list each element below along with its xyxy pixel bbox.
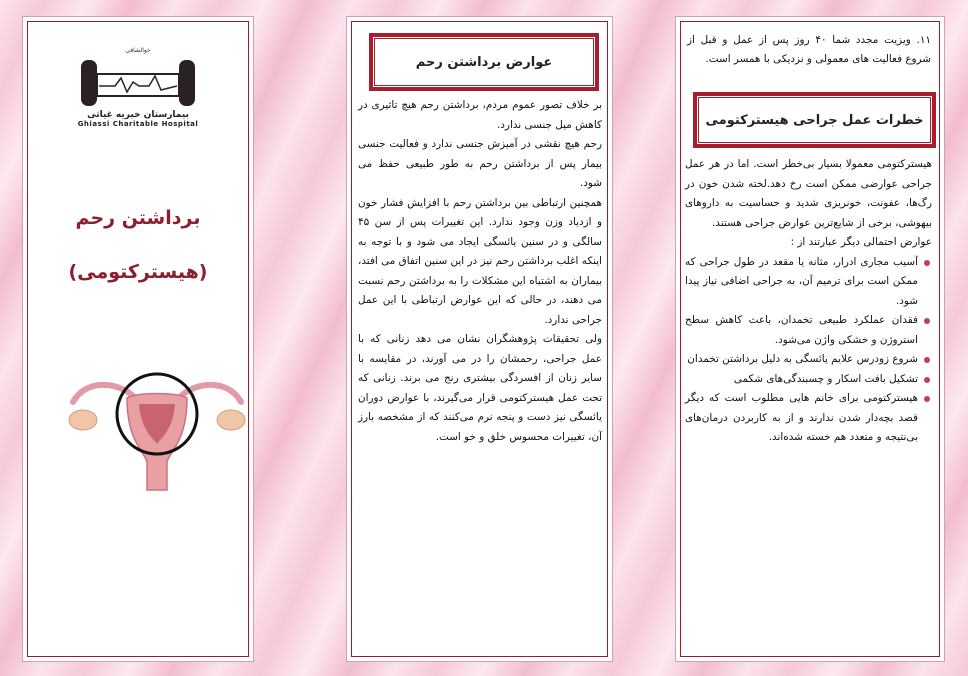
cover-title: برداشتن رحم	[75, 207, 201, 229]
risks-text	[685, 155, 932, 448]
risks-intro: هیسترکتومی معمولا بسیار بی‌خطر است. اما در هر عمل جراحی عوارضی ممکن است رخ دهد.لخته شدن خون در رگ‌ها، عفونت، خونریزی شدید و حساسیت به داروهای بیهوشی، برخی از شایع‌ترین عوارض جراحی هستند.	[685, 158, 932, 229]
paragraph: ولی تحقیقات پژوهشگران نشان می دهد زنانی که با عمل جراحی، رحمشان را در می آورند، در مقایسه با سایر زنان از افسردگی بیشتری رنج می برند. زنانی که تحت عمل هیسترکتومی قرار می‌گیرند، با عوارض دوران یائسگی نیز دست و پنجه نرم می‌کنند که از مشخصه بارز آن، تغییرات محسوس خلق و خو است.	[358, 333, 602, 443]
hospital-name-fa: بیمارستان خیریه غیاثی	[87, 110, 189, 120]
risks-list-intro: عوارض احتمالی دیگر عبارتند از :	[790, 236, 932, 248]
paragraph: رحم هیچ نقشی در آمیزش جنسی ندارد و فعالیت جنسی بیمار پس از برداشتن رحم به طور طبیعی حفظ می شود.	[358, 138, 602, 189]
risks-title: خطرات عمل جراحی هیسترکتومی	[693, 92, 936, 148]
paragraph: بر خلاف تصور عموم مردم، برداشتن رحم هیچ تاثیری در کاهش میل جنسی ندارد.	[358, 99, 602, 131]
hospital-logo-icon	[79, 56, 197, 108]
list-item: آسیب مجاری ادرار، مثانه یا مقعد در طول جراحی که ممکن است برای ترمیم آن، به جراحی اضافی نیاز پیدا شود.	[685, 253, 932, 312]
list-item: فقدان عملکرد طبیعی تخمدان، باعث کاهش سطح استروژن و خشکی واژن می‌شود.	[685, 311, 932, 350]
logo-top-text: خوالشافی	[125, 47, 151, 54]
complications-text	[358, 96, 602, 447]
uterus-illustration-icon	[67, 372, 247, 492]
hospital-logo	[23, 47, 253, 128]
complications-title: عوارض برداشتن رحم	[369, 33, 599, 91]
paragraph: همچنین ارتباطی بین برداشتن رحم با افزایش فشار خون و ازدیاد وزن وجود ندارد. این تغییرات پس از سن ۴۵ سالگی و در سنین یائسگی ایجاد می شود و با توجه به اینکه اغلب برداشتن رحم نیز در این سنین اتفاق می افتد، بیماران به اشتباه این مشکلات را به برداشتن رحم نسبت می دهند، در حالی که این عوارض ارتباطی با این عمل جراحی ندارد.	[358, 196, 602, 326]
cover-panel	[22, 16, 254, 662]
list-item: شروع زودرس علایم یائسگی به دلیل برداشتن تخمدان	[685, 350, 932, 370]
list-item: هیسترکتومی برای خانم هایی مطلوب است که دیگر قصد بچه‌دار شدن ندارند و از به کاربردن درمان‌های بی‌نتیجه و متعدد هم خسته شده‌اند.	[685, 389, 932, 448]
hospital-name-en: Ghiassi Charitable Hospital	[77, 120, 199, 128]
risks-list	[685, 253, 932, 448]
followup-visit-item: ۱۱. ویزیت مجدد شما ۴۰ روز پس از عمل و قبل از شروع فعالیت های معمولی و نزدیکی با همسر است.	[687, 34, 931, 65]
cover-subtitle: (هیسترکتومی)	[68, 261, 208, 283]
list-item: تشکیل بافت اسکار و چسبندگی‌های شکمی	[685, 370, 932, 390]
